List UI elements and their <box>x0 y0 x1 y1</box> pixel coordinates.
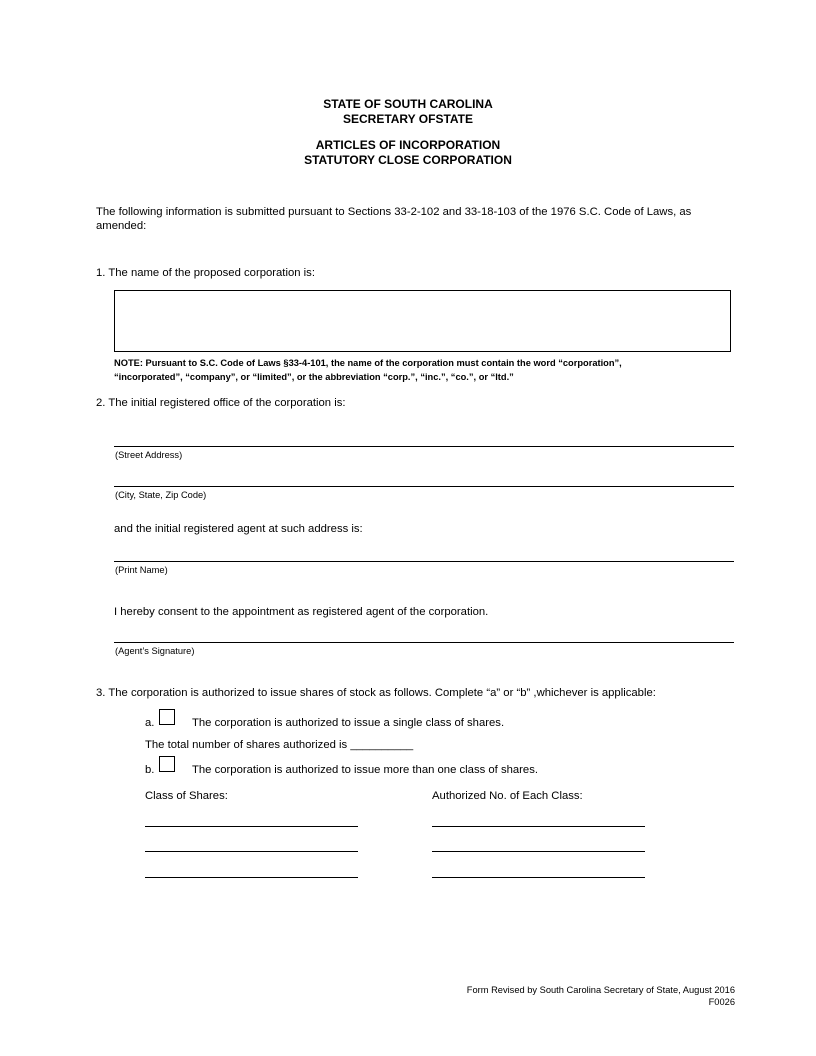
corporation-name-field[interactable] <box>114 290 731 352</box>
name-requirement-note <box>114 357 754 384</box>
option-a-letter: a. <box>145 717 155 729</box>
street-address-caption: (Street Address) <box>115 450 183 460</box>
option-b-letter: b. <box>145 764 155 776</box>
agent-consent-text: I hereby consent to the appointment as registered agent of the corporation. <box>114 606 489 618</box>
note-line-1: NOTE: Pursuant to S.C. Code of Laws §33-4-101, the name of the corporation must contain the word “corporation”, <box>114 358 622 368</box>
state-title: STATE OF SOUTH CAROLINA <box>323 97 493 111</box>
city-state-zip-caption: (City, State, Zip Code) <box>115 490 207 500</box>
class-of-shares-line-2[interactable] <box>145 851 358 852</box>
secretary-title: SECRETARY OFSTATE <box>342 112 473 126</box>
class-of-shares-header: Class of Shares: <box>145 790 228 802</box>
item1-label: 1. The name of the proposed corporation is: <box>96 267 315 279</box>
authorized-number-line-3[interactable] <box>432 877 645 878</box>
option-b-text: The corporation is authorized to issue more than one class of shares. <box>192 764 538 776</box>
option-a-checkbox[interactable] <box>159 709 175 725</box>
street-address-line[interactable] <box>114 446 734 447</box>
option-b-checkbox[interactable] <box>159 756 175 772</box>
option-a-text: The corporation is authorized to issue a single class of shares. <box>192 717 505 729</box>
print-name-line[interactable] <box>114 561 734 562</box>
corporation-name-value <box>115 291 730 303</box>
corporation-type-title: STATUTORY CLOSE CORPORATION <box>304 153 512 167</box>
form-revision-note: Form Revised by South Carolina Secretary of State, August 2016 <box>466 985 735 995</box>
articles-title: ARTICLES OF INCORPORATION <box>315 138 501 152</box>
authorized-number-line-1[interactable] <box>432 826 645 827</box>
form-number: F0026 <box>708 997 735 1007</box>
agent-signature-line[interactable] <box>114 642 734 643</box>
city-state-zip-line[interactable] <box>114 486 734 487</box>
class-of-shares-line-3[interactable] <box>145 877 358 878</box>
note-line-2: “incorporated”, “company”, or “limited”, or the abbreviation “corp.”, “inc.”, “co.”, or “ltd.” <box>114 371 514 382</box>
intro-line-1: The following information is submitted pursuant to Sections 33-2-102 and 33-18-103 of the 1976 S.C. Code of Laws, as <box>96 206 692 218</box>
authorized-number-header: Authorized No. of Each Class: <box>432 790 583 802</box>
item3-label: 3. The corporation is authorized to issue shares of stock as follows. Complete “a” or “b” ,whichever is applicable: <box>96 687 656 699</box>
agent-signature-caption: (Agent’s Signature) <box>115 646 195 656</box>
total-shares-text: The total number of shares authorized is __________ <box>145 739 414 751</box>
class-of-shares-line-1[interactable] <box>145 826 358 827</box>
registered-agent-intro: and the initial registered agent at such address is: <box>114 523 363 535</box>
intro-line-2: amended: <box>96 220 147 232</box>
print-name-caption: (Print Name) <box>115 565 168 575</box>
item2-label: 2. The initial registered office of the corporation is: <box>96 397 346 409</box>
authorized-number-line-2[interactable] <box>432 851 645 852</box>
intro-text <box>96 205 756 233</box>
